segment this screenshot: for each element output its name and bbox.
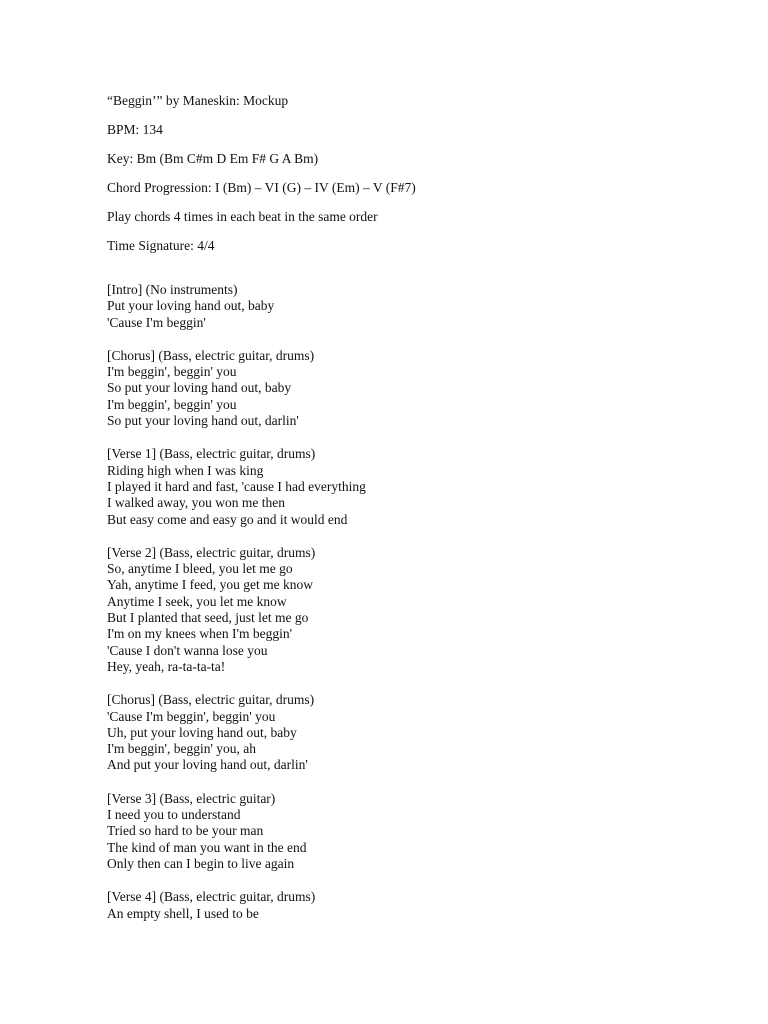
section-heading: [Verse 3] (Bass, electric guitar) <box>107 790 276 806</box>
section-heading: [Chorus] (Bass, electric guitar, drums) <box>107 347 315 363</box>
lyric-line: I'm beggin', beggin' you <box>107 364 237 380</box>
lyric-line: I need you to understand <box>107 807 241 823</box>
document-title: “Beggin’” by Maneskin: Mockup <box>107 93 289 108</box>
lyric-line: An empty shell, I used to be <box>107 905 259 921</box>
lyric-line: Only then can I begin to live again <box>107 855 295 871</box>
section-heading: [Chorus] (Bass, electric guitar, drums) <box>107 692 315 708</box>
lyric-line: Uh, put your loving hand out, baby <box>107 724 297 740</box>
lyric-section <box>107 791 727 872</box>
lyric-section <box>107 545 727 675</box>
lyric-line: I walked away, you won me then <box>107 495 285 511</box>
document-content <box>107 92 727 922</box>
section-heading: [Verse 2] (Bass, electric guitar, drums) <box>107 544 316 560</box>
lyric-section <box>107 446 727 527</box>
key-line: Key: Bm (Bm C#m D Em F# G A Bm) <box>107 151 319 166</box>
bpm-line: BPM: 134 <box>107 122 163 137</box>
lyric-line: Yah, anytime I feed, you get me know <box>107 577 313 593</box>
lyric-line: I'm beggin', beggin' you <box>107 396 237 412</box>
lyric-line: I played it hard and fast, 'cause I had everything <box>107 478 366 494</box>
lyric-line: Anytime I seek, you let me know <box>107 593 287 609</box>
chord-progression-line: Chord Progression: I (Bm) – VI (G) – IV (Em) – V (F#7) <box>107 180 416 195</box>
lyric-line: And put your loving hand out, darlin' <box>107 757 308 773</box>
lyric-line: The kind of man you want in the end <box>107 839 307 855</box>
time-signature-line: Time Signature: 4/4 <box>107 238 215 253</box>
lyric-line: Tried so hard to be your man <box>107 823 264 839</box>
lyric-line: Hey, yeah, ra-ta-ta-ta! <box>107 658 226 674</box>
lyric-line: 'Cause I don't wanna lose you <box>107 642 268 658</box>
lyric-line: So, anytime I bleed, you let me go <box>107 561 293 577</box>
lyric-section <box>107 348 727 429</box>
lyric-line: 'Cause I'm beggin', beggin' you <box>107 708 276 724</box>
lyric-line: I'm on my knees when I'm beggin' <box>107 626 293 642</box>
lyric-section <box>107 282 727 331</box>
lyric-line: Riding high when I was king <box>107 462 264 478</box>
lyric-section <box>107 692 727 773</box>
lyric-line: But easy come and easy go and it would end <box>107 511 348 527</box>
lyric-line: 'Cause I'm beggin' <box>107 314 206 330</box>
lyric-section <box>107 889 727 922</box>
lyric-line: So put your loving hand out, darlin' <box>107 413 299 429</box>
section-heading: [Verse 4] (Bass, electric guitar, drums) <box>107 889 316 905</box>
lyric-line: Put your loving hand out, baby <box>107 298 275 314</box>
lyrics-sections <box>107 282 727 922</box>
lyric-line: So put your loving hand out, baby <box>107 380 292 396</box>
section-heading: [Verse 1] (Bass, electric guitar, drums) <box>107 446 316 462</box>
lyric-line: But I planted that seed, just let me go <box>107 610 309 626</box>
section-heading: [Intro] (No instruments) <box>107 282 238 297</box>
lyric-line: I'm beggin', beggin' you, ah <box>107 741 257 757</box>
play-note-line: Play chords 4 times in each beat in the same order <box>107 209 378 224</box>
